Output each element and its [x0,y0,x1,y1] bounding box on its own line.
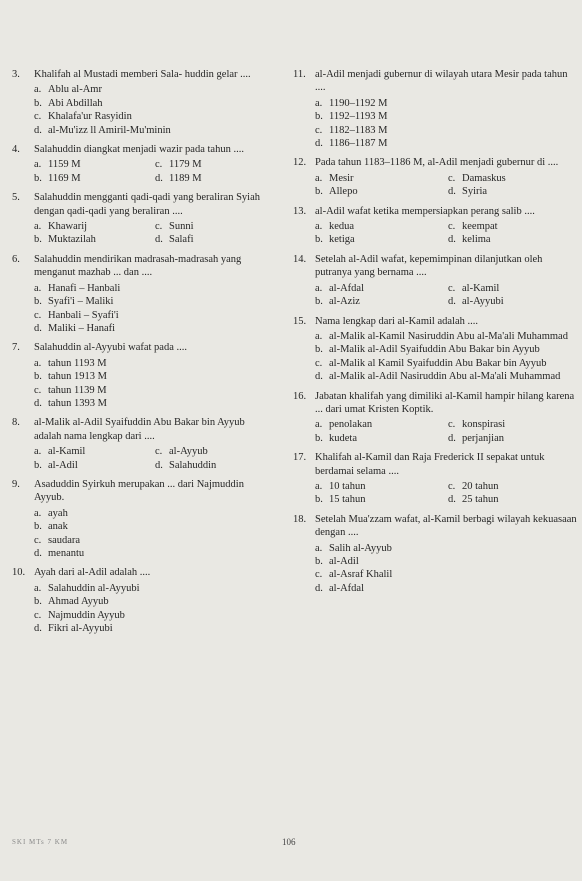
answer-option [315,542,577,555]
option-letter: b. [315,556,323,567]
option-letter: c. [155,446,163,458]
option-text: saudara [48,534,81,546]
answer-option [155,158,272,171]
answer-option [34,370,272,383]
option-letter: d. [315,138,323,150]
option-letter: a. [34,357,42,369]
answer-option [34,534,272,547]
option-text: al-Malik al-Adil Nasiruddin Abu al-Ma'ali Muhammad [329,371,561,383]
answer-option [315,295,444,308]
option-text: anak [48,521,68,533]
option-text: keempat [462,221,498,233]
answer-option [155,459,272,472]
answer-option [315,282,444,295]
question-text: Khalifah al Mustadi memberi Sala- huddin gelar .... [34,69,251,80]
option-text: 1169 M [48,172,81,184]
answer-option [34,357,272,370]
answer-option [315,555,577,568]
question-item [293,315,577,384]
left-column [12,68,272,641]
question-text: Nama lengkap dari al-Kamil adalah .... [315,315,478,327]
option-text: al-Adil [48,459,78,471]
option-text: menantu [48,548,85,559]
option-text: Syafi'i – Maliki [48,296,114,308]
answer-option [34,547,272,560]
option-letter: c. [155,221,163,233]
question-body [315,390,577,446]
option-text: 1190–1192 M [329,97,388,109]
answer-option [155,445,272,458]
answer-option [34,595,272,608]
question-number: 6. [12,253,20,265]
answer-option [315,172,444,185]
answer-option [448,432,577,445]
question-text: Salahuddin diangkat menjadi wazir pada tahun .... [34,144,244,156]
option-letter: c. [448,221,456,233]
answer-option [315,357,577,370]
answer-options [34,582,272,636]
option-letter: c. [34,384,42,396]
option-text: 25 tahun [462,494,499,506]
option-text: Abi Abdillah [48,97,103,109]
question-item [293,451,577,507]
option-text: konspirasi [462,419,506,431]
question-text: Ayah dari al-Adil adalah .... [34,567,151,579]
option-text: 20 tahun [462,480,499,492]
option-letter: a. [34,221,42,233]
question-item [293,253,577,309]
answer-option [34,172,151,185]
answer-options [315,220,577,247]
option-letter: a. [315,480,323,492]
option-letter: a. [315,282,323,294]
answer-option [315,97,577,110]
option-letter: c. [448,172,456,184]
option-letter: d. [34,548,42,559]
option-letter: c. [448,419,456,431]
question-body [34,143,272,185]
option-text: 1189 M [169,172,202,184]
option-text: tahun 1139 M [48,384,107,396]
question-body [315,156,577,198]
option-text: al-Mu'izz ll Amiril-Mu'minin [48,124,171,136]
option-text: tahun 1913 M [48,371,107,383]
answer-option [448,480,577,493]
answer-option [315,185,444,198]
option-letter: c. [34,609,42,621]
answer-option [34,609,272,622]
right-column [293,68,577,601]
option-text: Salafi [169,234,194,246]
option-letter: c. [34,309,42,321]
footer-code: SKI MTs 7 KM [12,838,69,846]
option-text: 1192–1193 M [329,111,388,123]
question-text: Setelah Mua'zzam wafat, al-Kamil berbagi wilayah kekuasaan dengan .... [315,513,577,539]
option-letter: b. [34,596,42,608]
question-body [315,68,577,150]
option-text: al-Malik al-Kamil Nasiruddin Abu al-Ma'ali Muhammad [329,330,568,342]
answer-option [34,97,272,110]
option-text: al-Adil [329,556,359,567]
answer-option [448,493,577,506]
option-letter: d. [448,186,456,198]
question-text: al-Malik al-Adil Syaifuddin Abu Bakar bin Ayyub adalah nama lengkap dari .... [34,417,245,442]
option-text: al-Ayyubi [462,296,504,308]
option-text: 1186–1187 M [329,138,388,150]
answer-option [155,220,272,233]
answer-option [448,220,577,233]
option-text: Khawarij [48,221,88,233]
question-number: 13. [293,205,307,217]
option-text: Damaskus [462,172,506,184]
answer-option [34,233,151,246]
option-letter: b. [34,172,42,184]
answer-option [34,507,272,520]
question-body [315,205,577,247]
option-text: Muktazilah [48,234,96,246]
question-item [293,68,577,150]
answer-option [155,233,272,246]
answer-options [34,507,272,561]
option-letter: a. [34,84,42,96]
answer-option [34,582,272,595]
question-text: Salahuddin al-Ayyubi wafat pada .... [34,342,187,354]
option-letter: d. [448,432,456,444]
option-letter: c. [448,480,456,492]
question-body [34,191,272,247]
question-body [315,451,577,507]
answer-option [448,185,577,198]
answer-options [315,97,577,151]
question-text: al-Adil menjadi gubernur di wilayah utara Mesir pada tahun .... [315,69,568,94]
question-text: Khalifah al-Kamil dan Raja Frederick II sepakat untuk berdamai selama .... [315,452,545,477]
option-text: Sunni [169,221,194,233]
question-number: 10. [12,567,26,579]
question-item [293,390,577,446]
option-text: Maliki – Hanafi [48,322,116,334]
option-letter: b. [315,111,323,123]
question-number: 17. [293,452,307,464]
option-letter: d. [34,623,42,635]
option-letter: d. [315,371,323,383]
option-text: al-Malik al Kamil Syaifuddin Abu Bakar bin Ayyub [329,357,547,369]
question-item [12,341,272,410]
option-text: tahun 1193 M [48,357,107,369]
answer-option [34,322,272,335]
answer-options [34,282,272,336]
question-text: Salahuddin mendirikan madrasah-madrasah yang menganut mazhab ... dan .... [34,253,242,279]
answer-option [315,418,444,431]
question-item [12,416,272,472]
option-text: tahun 1393 M [48,397,107,409]
option-text: Salih al-Ayyub [329,542,392,554]
question-item [12,566,272,635]
option-letter: d. [315,582,323,594]
question-text: Setelah al-Adil wafat, kepemimpinan dilanjutkan oleh putranya yang bernama .... [315,253,543,279]
answer-options [315,418,577,445]
question-text: Salahuddin mengganti qadi-qadi yang beraliran Syiah dengan qadi-qadi yang beraliran .... [34,192,260,217]
option-letter: a. [315,97,323,109]
answer-option [34,384,272,397]
option-text: al-Ayyub [169,446,208,458]
option-letter: c. [34,111,42,123]
question-body [34,68,272,137]
option-text: Hanbali – Syafi'i [48,309,119,321]
answer-option [315,582,577,595]
option-text: perjanjian [462,432,504,444]
option-text: al-Afdal [329,582,364,594]
answer-options [315,172,577,199]
answer-option [448,233,577,246]
answer-options [34,158,272,185]
option-letter: d. [155,234,163,246]
option-text: al-Asraf Khalil [329,569,393,581]
option-letter: b. [315,234,323,246]
answer-option [448,418,577,431]
option-letter: c. [155,159,163,171]
page-number: 106 [282,837,296,847]
answer-option [315,370,577,383]
option-text: al-Malik al-Adil Syaifuddin Abu Bakar bin Ayyub [329,344,540,356]
option-text: Syiria [462,186,488,198]
question-body [315,315,577,384]
question-text: Asaduddin Syirkuh merupakan ... dari Najmuddin Ayyub. [34,478,244,504]
option-text: penolakan [329,419,373,431]
option-text: al-Kamil [462,282,500,294]
question-number: 9. [12,478,20,490]
question-text: Pada tahun 1183–1186 M, al-Adil menjadi gubernur di .... [315,157,559,169]
option-text: Ablu al-Amr [48,84,102,96]
option-letter: d. [448,296,456,308]
answer-options [34,445,272,472]
option-letter: a. [34,446,42,458]
option-text: Khalafa'ur Rasyidin [48,111,132,123]
answer-option [34,397,272,410]
answer-options [34,357,272,411]
question-number: 18. [293,513,307,525]
answer-options [315,330,577,384]
option-text: Salahuddin al-Ayyubi [48,582,140,594]
option-letter: a. [34,507,42,519]
answer-option [34,220,151,233]
answer-option [448,172,577,185]
option-text: Ahmad Ayyub [48,596,109,608]
answer-option [315,480,444,493]
option-text: al-Aziz [329,296,360,308]
option-letter: d. [155,459,163,471]
option-letter: b. [315,432,323,444]
option-letter: d. [34,124,42,136]
question-number: 16. [293,390,307,402]
question-body [34,253,272,335]
option-letter: a. [34,159,42,171]
option-letter: a. [315,330,323,342]
question-number: 4. [12,144,20,156]
option-text: Fikri al-Ayyubi [48,623,113,635]
option-letter: d. [448,234,456,246]
option-text: 1182–1183 M [329,124,388,136]
option-letter: b. [34,296,42,308]
answer-option [315,330,577,343]
option-letter: c. [34,534,42,546]
option-letter: d. [448,494,456,506]
option-text: Mesir [329,172,354,184]
question-number: 12. [293,157,307,169]
question-body [34,341,272,410]
answer-option [315,432,444,445]
question-number: 15. [293,315,307,327]
answer-option [34,309,272,322]
question-body [34,416,272,472]
answer-option [315,124,577,137]
question-text: al-Adil wafat ketika mempersiapkan perang salib .... [315,205,535,217]
option-text: Najmuddin Ayyub [48,609,125,621]
answer-option [34,83,272,96]
question-number: 8. [12,417,20,429]
answer-option [315,343,577,356]
option-text: Salahuddin [169,459,217,471]
option-letter: a. [315,419,323,431]
option-text: 10 tahun [329,480,366,492]
answer-option [34,124,272,137]
answer-option [34,295,272,308]
question-number: 14. [293,253,307,265]
option-letter: a. [34,582,42,594]
answer-option [34,110,272,123]
answer-option [34,282,272,295]
option-letter: a. [315,221,323,233]
question-body [34,478,272,560]
option-letter: a. [315,172,323,184]
option-letter: b. [34,371,42,383]
answer-option [34,622,272,635]
option-letter: b. [34,97,42,109]
answer-options [315,480,577,507]
question-item [12,68,272,137]
option-text: al-Kamil [48,446,86,458]
option-letter: c. [315,357,323,369]
question-item [12,253,272,335]
option-letter: c. [315,569,323,581]
option-letter: b. [315,296,323,308]
option-text: Allepo [329,186,358,198]
option-text: al-Afdal [329,282,364,294]
question-item [12,191,272,247]
option-letter: d. [34,397,42,409]
question-body [315,513,577,595]
answer-option [34,520,272,533]
option-text: Hanafi – Hanbali [48,282,121,294]
option-letter: a. [34,282,42,294]
option-text: 15 tahun [329,494,366,506]
option-text: 1159 M [48,159,81,171]
question-body [34,566,272,635]
answer-option [315,137,577,150]
answer-option [315,233,444,246]
option-text: kedua [329,221,355,233]
answer-options [34,83,272,137]
answer-option [34,158,151,171]
answer-options [315,282,577,309]
answer-options [315,542,577,596]
answer-option [315,568,577,581]
option-letter: b. [315,344,323,356]
option-text: ayah [48,507,68,519]
option-letter: d. [34,322,42,334]
answer-option [34,459,151,472]
option-letter: b. [34,234,42,246]
option-letter: b. [315,186,323,198]
question-item [12,478,272,560]
question-number: 11. [293,69,306,80]
question-body [315,253,577,309]
option-letter: d. [155,172,163,184]
answer-option [315,110,577,123]
answer-options [34,220,272,247]
option-letter: b. [34,521,42,533]
option-letter: b. [315,494,323,506]
answer-option [315,493,444,506]
answer-option [315,220,444,233]
answer-option [34,445,151,458]
option-text: ketiga [329,234,355,246]
question-item [12,143,272,185]
question-item [293,156,577,198]
question-number: 5. [12,192,20,204]
question-item [293,205,577,247]
option-text: kudeta [329,432,357,444]
option-letter: b. [34,459,42,471]
question-text: Jabatan khalifah yang dimiliki al-Kamil hampir hilang karena ... dari umat Kristen Koptik. [315,390,575,415]
answer-option [155,172,272,185]
question-number: 7. [12,342,20,354]
question-item [293,513,577,595]
option-text: 1179 M [169,159,202,171]
answer-option [448,282,577,295]
question-number: 3. [12,69,20,80]
option-letter: c. [448,282,456,294]
option-letter: a. [315,542,323,554]
option-letter: c. [315,124,323,136]
answer-option [448,295,577,308]
option-text: kelima [462,234,491,246]
